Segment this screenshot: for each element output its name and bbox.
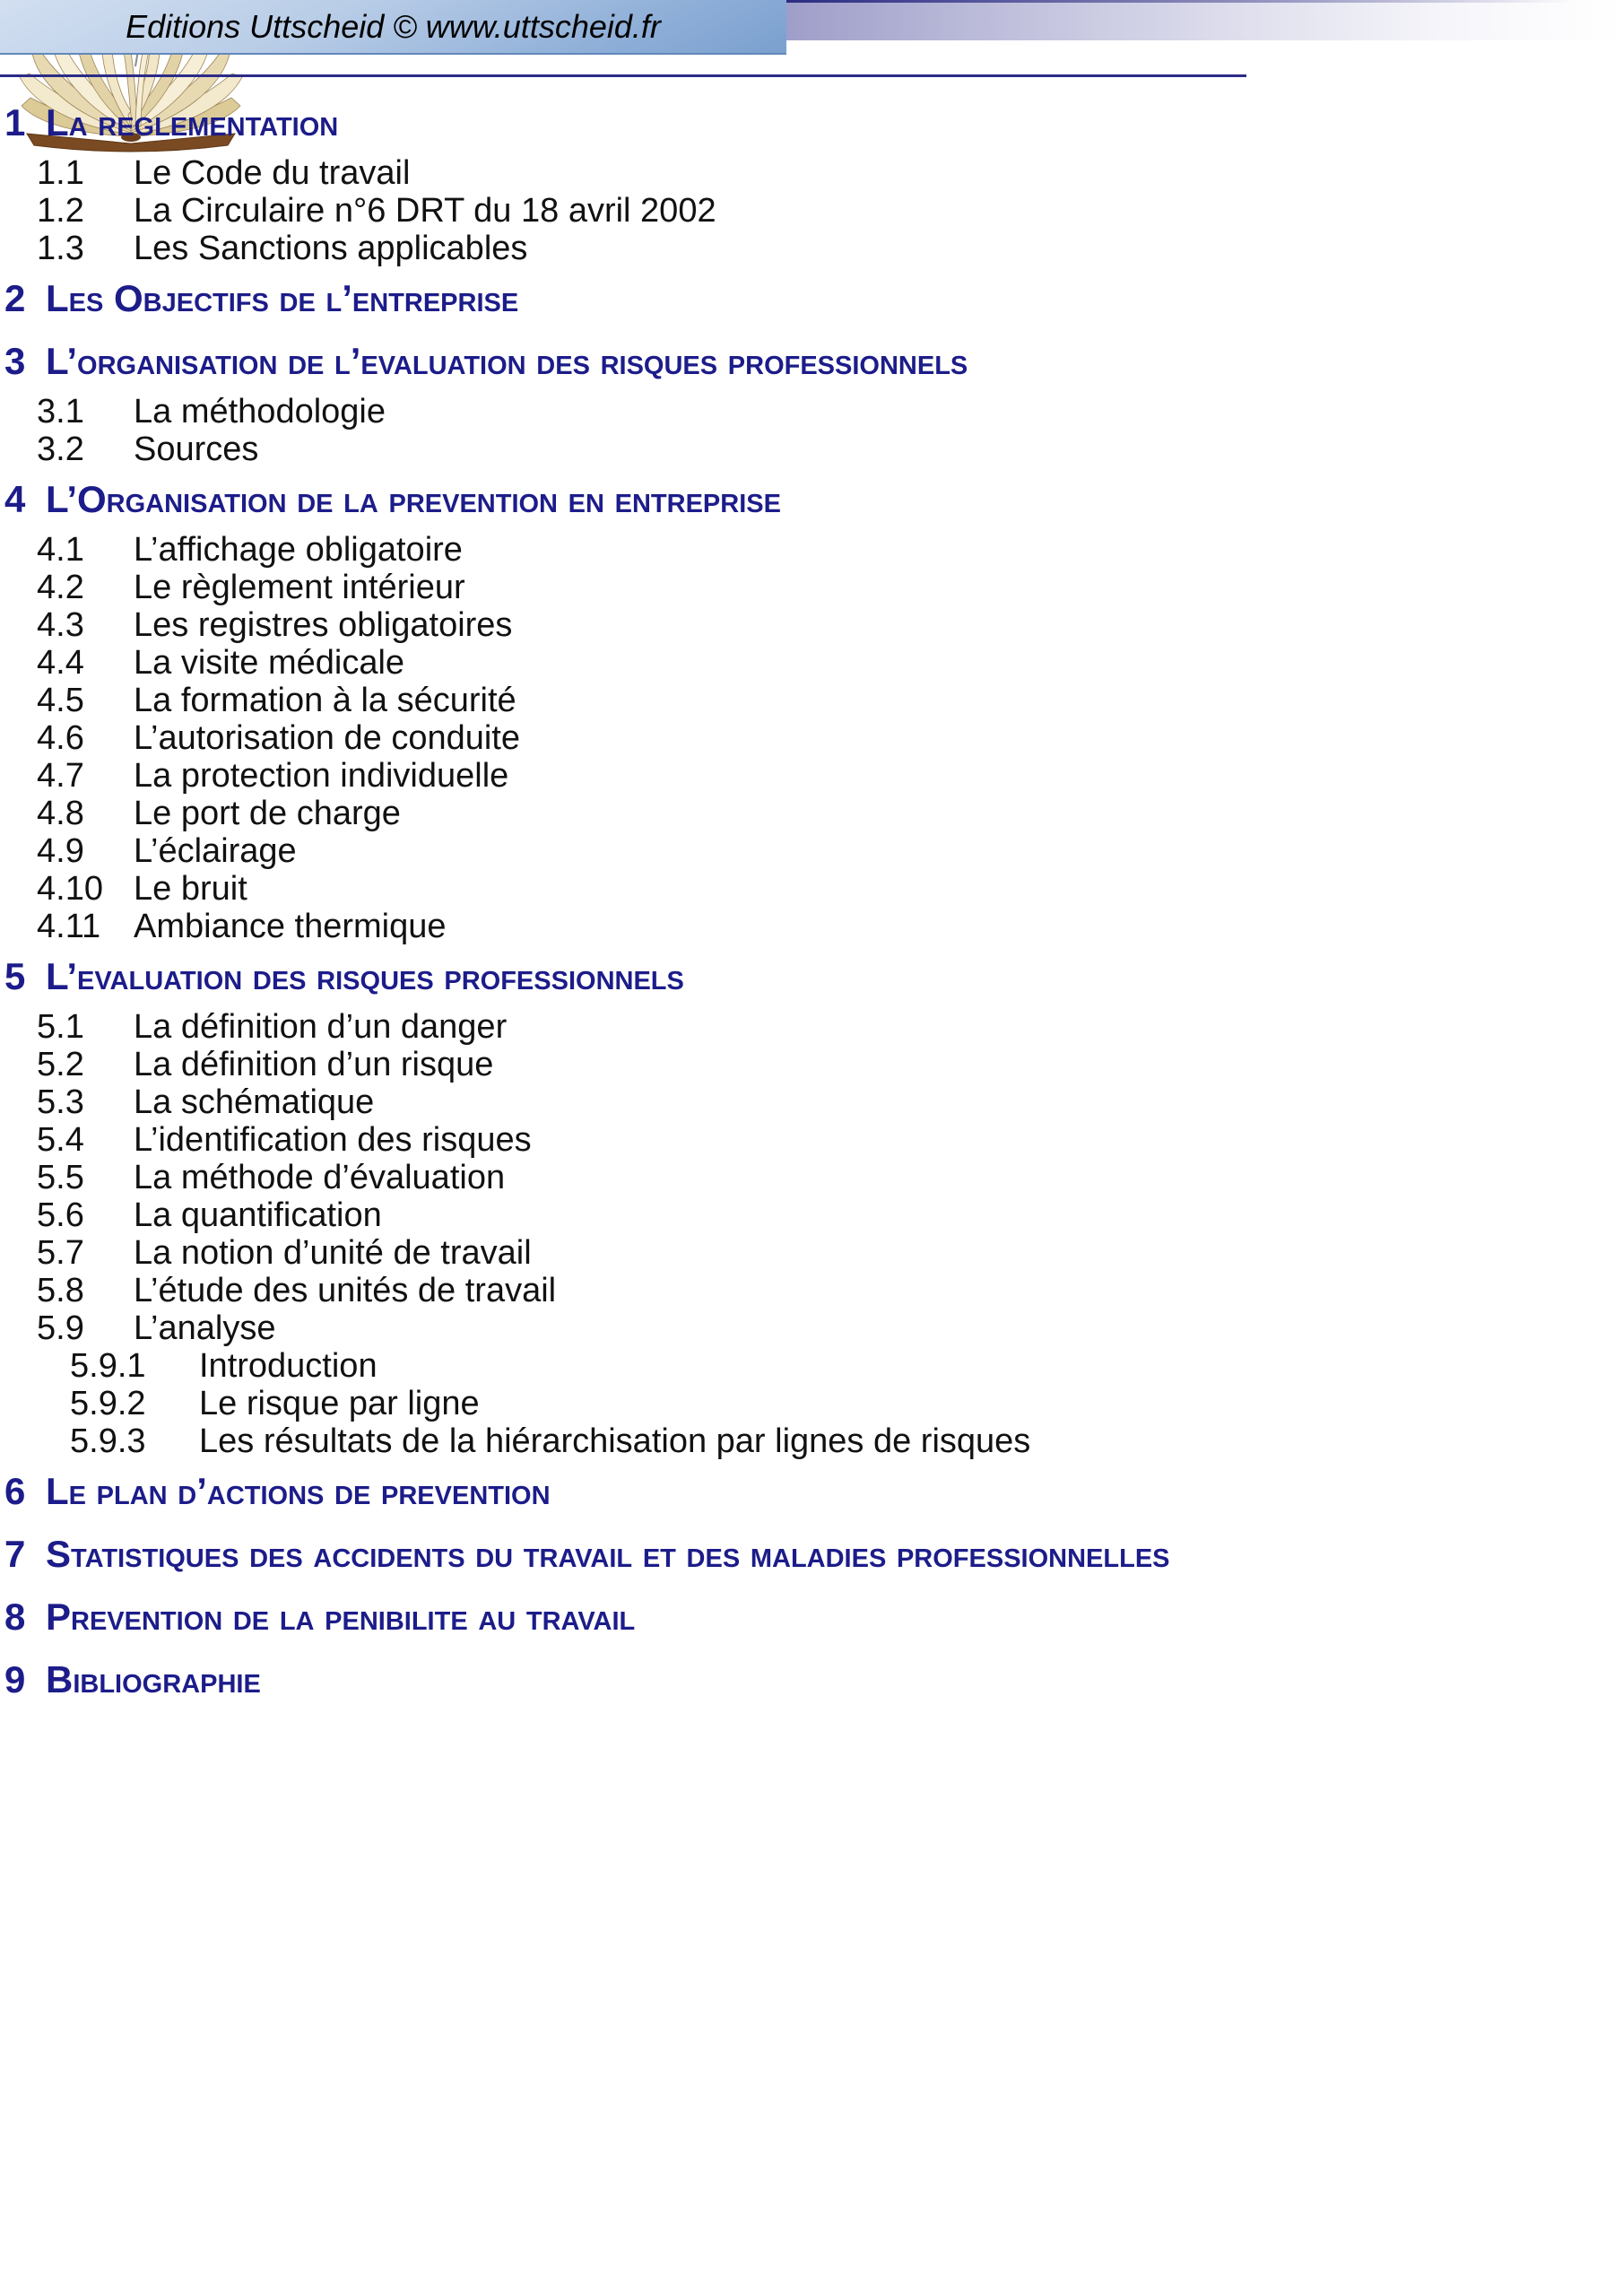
toc-item [37, 1159, 1248, 1196]
toc-item [37, 757, 1248, 795]
section-number: 9 [4, 1658, 26, 1700]
toc-item [37, 192, 1248, 230]
item-number: 1.2 [37, 192, 84, 230]
item-number: 4.7 [37, 757, 84, 795]
item-label: Ambiance thermique [134, 908, 447, 945]
item-number: 5.8 [37, 1272, 84, 1309]
section-title: L’organisation de l’evaluation des risques professionnels [46, 340, 968, 382]
title-divider [0, 74, 1246, 77]
toc-section-heading [0, 1586, 1248, 1648]
toc-item [37, 606, 1248, 644]
section-title: Les Objectifs de l’entreprise [46, 277, 519, 319]
item-label: Les Sanctions applicables [134, 230, 528, 267]
item-number: 5.9.2 [70, 1385, 146, 1422]
item-number: 4.1 [37, 531, 84, 569]
item-label: Le Code du travail [134, 154, 411, 192]
toc-section-heading [0, 1648, 1248, 1711]
item-label: Le port de charge [134, 795, 401, 832]
toc-section-heading [0, 1523, 1248, 1586]
section-number: 8 [4, 1596, 26, 1638]
item-number: 5.5 [37, 1159, 84, 1196]
toc-item [37, 569, 1248, 606]
item-number: 4.10 [37, 870, 103, 908]
toc-section-heading [0, 330, 1248, 393]
toc-item [37, 1121, 1248, 1159]
item-number: 4.6 [37, 719, 84, 757]
item-label: L’éclairage [134, 832, 297, 870]
section-title: Statistiques des accidents du travail et des maladies professionnelles [46, 1533, 1170, 1575]
toc-item [37, 682, 1248, 719]
section-number: 5 [4, 955, 26, 997]
item-number: 5.2 [37, 1046, 84, 1083]
footer-bar [0, 0, 786, 55]
section-number: 7 [4, 1533, 26, 1575]
item-number: 1.1 [37, 154, 84, 192]
toc-item [37, 1196, 1248, 1234]
section-number: 2 [4, 277, 26, 319]
item-label: La formation à la sécurité [134, 682, 516, 719]
toc-item [37, 1008, 1248, 1046]
toc-item [37, 1234, 1248, 1272]
section-title: L’Organisation de la prevention en entreprise [46, 478, 781, 520]
item-number: 5.9.3 [70, 1422, 146, 1460]
section-title: Le plan d’actions de prevention [46, 1470, 551, 1512]
item-label: L’autorisation de conduite [134, 719, 520, 757]
toc-item [70, 1385, 1248, 1422]
toc-section-heading [0, 91, 1248, 154]
item-number: 5.9 [37, 1309, 84, 1347]
item-label: Les résultats de la hiérarchisation par lignes de risques [199, 1422, 1031, 1460]
item-label: Les registres obligatoires [134, 606, 513, 644]
toc-section-heading [0, 1460, 1248, 1523]
toc-item [37, 644, 1248, 682]
item-label: La protection individuelle [134, 757, 509, 795]
section-number: 6 [4, 1470, 26, 1512]
item-number: 4.4 [37, 644, 84, 682]
toc-item [37, 393, 1248, 430]
item-label: L’identification des risques [134, 1121, 532, 1159]
toc-item [70, 1422, 1248, 1460]
item-number: 3.1 [37, 393, 84, 430]
toc-item [37, 154, 1248, 192]
item-label: L’étude des unités de travail [134, 1272, 557, 1309]
item-label: La méthode d’évaluation [134, 1159, 506, 1196]
item-label: L’analyse [134, 1309, 276, 1347]
item-number: 4.8 [37, 795, 84, 832]
item-number: 5.1 [37, 1008, 84, 1046]
footer-text: Editions Uttscheid © www.uttscheid.fr [126, 7, 661, 45]
item-number: 4.2 [37, 569, 84, 606]
section-title: La reglementation [46, 101, 339, 144]
item-label: La schématique [134, 1083, 375, 1121]
item-number: 5.6 [37, 1196, 84, 1234]
item-number: 5.9.1 [70, 1347, 146, 1385]
toc-item [37, 1309, 1248, 1347]
item-number: 4.5 [37, 682, 84, 719]
item-label: La Circulaire n°6 DRT du 18 avril 2002 [134, 192, 716, 230]
toc-item [37, 531, 1248, 569]
toc-section-heading [0, 468, 1248, 531]
section-title: Bibliographie [46, 1658, 261, 1700]
item-label: La visite médicale [134, 644, 405, 682]
toc-item [37, 719, 1248, 757]
item-number: 4.3 [37, 606, 84, 644]
item-label: Le risque par ligne [199, 1385, 480, 1422]
toc-item [37, 1046, 1248, 1083]
toc-item [37, 832, 1248, 870]
item-label: Sources [134, 430, 259, 468]
item-label: L’affichage obligatoire [134, 531, 463, 569]
section-title: L’evaluation des risques professionnels [46, 955, 684, 997]
toc-item [37, 1272, 1248, 1309]
toc-item [37, 795, 1248, 832]
item-number: 5.3 [37, 1083, 84, 1121]
item-number: 1.3 [37, 230, 84, 267]
item-number: 5.7 [37, 1234, 84, 1272]
toc-item [37, 230, 1248, 267]
toc-item [37, 908, 1248, 945]
item-number: 4.11 [37, 908, 101, 945]
section-title: Prevention de la penibilite au travail [46, 1596, 636, 1638]
section-number: 1 [4, 101, 26, 144]
toc-item [37, 430, 1248, 468]
item-label: La méthodologie [134, 393, 386, 430]
section-number: 3 [4, 340, 26, 382]
item-number: 5.4 [37, 1121, 84, 1159]
toc-section-heading [0, 267, 1248, 330]
item-number: 3.2 [37, 430, 84, 468]
toc-item [70, 1347, 1248, 1385]
item-label: Le règlement intérieur [134, 569, 465, 606]
toc-section-heading [0, 945, 1248, 1008]
toc-item [37, 870, 1248, 908]
toc [0, 91, 1248, 1711]
item-label: La notion d’unité de travail [134, 1234, 532, 1272]
section-number: 4 [4, 478, 26, 520]
item-label: La définition d’un danger [134, 1008, 508, 1046]
item-label: Introduction [199, 1347, 378, 1385]
item-label: Le bruit [134, 870, 247, 908]
item-number: 4.9 [37, 832, 84, 870]
toc-item [37, 1083, 1248, 1121]
item-label: La définition d’un risque [134, 1046, 494, 1083]
item-label: La quantification [134, 1196, 382, 1234]
